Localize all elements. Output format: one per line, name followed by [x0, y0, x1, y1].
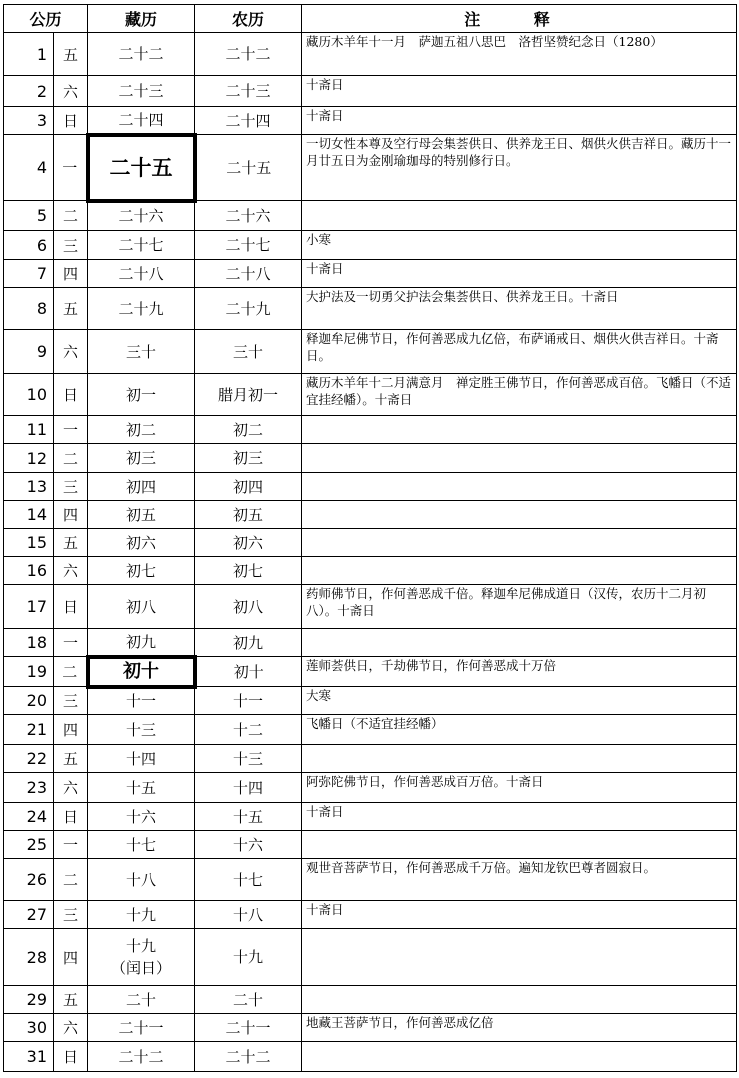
tibetan-date-cell: 二十五 [88, 135, 195, 201]
table-row [4, 901, 737, 929]
note-cell: 释迦牟尼佛节日，作何善恶成九亿倍，布萨诵戒日、烟供火供吉祥日。十斋日。 [302, 330, 737, 374]
weekday-cell: 六 [54, 76, 88, 107]
tibetan-date-cell: 二十六 [88, 201, 195, 231]
table-row [4, 745, 737, 773]
note-cell: 地藏王菩萨节日，作何善恶成亿倍 [302, 1014, 737, 1042]
lunar-date-cell: 初八 [195, 585, 302, 629]
weekday-cell: 五 [54, 33, 88, 76]
day-cell: 11 [4, 416, 54, 444]
weekday-cell: 三 [54, 901, 88, 929]
weekday-cell: 一 [54, 135, 88, 201]
header-lunar: 农历 [195, 5, 302, 33]
note-cell: 飞幡日（不适宜挂经幡） [302, 715, 737, 745]
note-cell: 大护法及一切勇父护法会集荟供日、供养龙王日。十斋日 [302, 288, 737, 330]
weekday-cell: 日 [54, 585, 88, 629]
day-cell: 10 [4, 374, 54, 416]
table-row [4, 231, 737, 260]
table-row [4, 585, 737, 629]
header-notes: 注 释 [302, 5, 737, 33]
lunar-date-cell: 十二 [195, 715, 302, 745]
table-row [4, 444, 737, 473]
weekday-cell: 四 [54, 715, 88, 745]
day-cell: 23 [4, 773, 54, 803]
table-row [4, 986, 737, 1014]
table-row [4, 1042, 737, 1072]
lunar-date-cell: 十一 [195, 687, 302, 715]
day-cell: 6 [4, 231, 54, 260]
lunar-date-cell: 十七 [195, 859, 302, 901]
weekday-cell: 一 [54, 416, 88, 444]
table-row [4, 831, 737, 859]
weekday-cell: 六 [54, 773, 88, 803]
note-cell [302, 831, 737, 859]
lunar-date-cell: 十八 [195, 901, 302, 929]
day-cell: 3 [4, 107, 54, 135]
weekday-cell: 五 [54, 529, 88, 557]
day-cell: 7 [4, 260, 54, 288]
tibetan-date-cell: 十四 [88, 745, 195, 773]
lunar-date-cell: 三十 [195, 330, 302, 374]
tibetan-date-cell: 二十二 [88, 1042, 195, 1072]
tibetan-date-cell: 十六 [88, 803, 195, 831]
table-row [4, 629, 737, 657]
lunar-date-cell: 二十二 [195, 33, 302, 76]
day-cell: 4 [4, 135, 54, 201]
day-cell: 24 [4, 803, 54, 831]
tibetan-date-cell: 二十四 [88, 107, 195, 135]
note-cell [302, 1042, 737, 1072]
tibetan-date-cell: 二十一 [88, 1014, 195, 1042]
tibetan-date-cell: 二十九 [88, 288, 195, 330]
header-tibetan: 藏历 [88, 5, 195, 33]
day-cell: 1 [4, 33, 54, 76]
day-cell: 31 [4, 1042, 54, 1072]
lunar-date-cell: 腊月初一 [195, 374, 302, 416]
lunar-date-cell: 二十三 [195, 76, 302, 107]
tibetan-date-cell: 初三 [88, 444, 195, 473]
lunar-date-cell: 二十一 [195, 1014, 302, 1042]
day-cell: 28 [4, 929, 54, 986]
table-row [4, 473, 737, 501]
note-cell [302, 444, 737, 473]
table-row [4, 374, 737, 416]
note-cell [302, 201, 737, 231]
note-cell: 十斋日 [302, 803, 737, 831]
calendar-table [3, 4, 737, 1072]
day-cell: 19 [4, 657, 54, 687]
day-cell: 27 [4, 901, 54, 929]
lunar-date-cell: 二十六 [195, 201, 302, 231]
tibetan-date-cell: 初四 [88, 473, 195, 501]
day-cell: 13 [4, 473, 54, 501]
day-cell: 25 [4, 831, 54, 859]
day-cell: 26 [4, 859, 54, 901]
table-row [4, 929, 737, 986]
weekday-cell: 二 [54, 444, 88, 473]
day-cell: 12 [4, 444, 54, 473]
table-row [4, 859, 737, 901]
weekday-cell: 日 [54, 107, 88, 135]
table-row [4, 773, 737, 803]
day-cell: 18 [4, 629, 54, 657]
day-cell: 16 [4, 557, 54, 585]
note-cell: 一切女性本尊及空行母会集荟供日、供养龙王日、烟供火供吉祥日。藏历十一月廿五日为金刚瑜珈母的特别修行日。 [302, 135, 737, 201]
weekday-cell: 二 [54, 201, 88, 231]
note-cell: 藏历木羊年十一月 萨迦五祖八思巴 洛哲坚赞纪念日（1280） [302, 33, 737, 76]
note-cell: 观世音菩萨节日，作何善恶成千万倍。遍知龙钦巴尊者圆寂日。 [302, 859, 737, 901]
day-cell: 20 [4, 687, 54, 715]
note-cell: 药师佛节日，作何善恶成千倍。释迦牟尼佛成道日（汉传，农历十二月初八）。十斋日 [302, 585, 737, 629]
weekday-cell: 三 [54, 473, 88, 501]
lunar-date-cell: 二十四 [195, 107, 302, 135]
table-row [4, 529, 737, 557]
table-row [4, 803, 737, 831]
note-cell: 十斋日 [302, 260, 737, 288]
tibetan-date-cell: 十九 （闰日） [88, 929, 195, 986]
note-cell [302, 416, 737, 444]
note-cell: 阿弥陀佛节日，作何善恶成百万倍。十斋日 [302, 773, 737, 803]
day-cell: 2 [4, 76, 54, 107]
note-cell [302, 929, 737, 986]
weekday-cell: 日 [54, 1042, 88, 1072]
day-cell: 5 [4, 201, 54, 231]
lunar-date-cell: 二十九 [195, 288, 302, 330]
note-cell: 十斋日 [302, 76, 737, 107]
day-cell: 17 [4, 585, 54, 629]
day-cell: 30 [4, 1014, 54, 1042]
table-row [4, 1014, 737, 1042]
tibetan-date-cell: 初七 [88, 557, 195, 585]
day-cell: 14 [4, 501, 54, 529]
lunar-date-cell: 二十二 [195, 1042, 302, 1072]
weekday-cell: 六 [54, 1014, 88, 1042]
lunar-date-cell: 二十八 [195, 260, 302, 288]
lunar-date-cell: 初十 [195, 657, 302, 687]
note-cell: 小寒 [302, 231, 737, 260]
note-cell [302, 557, 737, 585]
lunar-date-cell: 十六 [195, 831, 302, 859]
note-cell: 大寒 [302, 687, 737, 715]
note-cell [302, 501, 737, 529]
tibetan-date-cell: 初五 [88, 501, 195, 529]
lunar-date-cell: 十三 [195, 745, 302, 773]
weekday-cell: 一 [54, 831, 88, 859]
weekday-cell: 六 [54, 557, 88, 585]
tibetan-date-cell: 二十八 [88, 260, 195, 288]
note-cell: 莲师荟供日，千劫佛节日，作何善恶成十万倍 [302, 657, 737, 687]
tibetan-date-cell: 初二 [88, 416, 195, 444]
note-cell: 十斋日 [302, 107, 737, 135]
day-cell: 21 [4, 715, 54, 745]
note-cell [302, 745, 737, 773]
header-gregorian: 公历 [4, 5, 88, 33]
table-row [4, 330, 737, 374]
tibetan-date-cell: 十三 [88, 715, 195, 745]
lunar-date-cell: 二十五 [195, 135, 302, 201]
note-cell: 十斋日 [302, 901, 737, 929]
lunar-date-cell: 初九 [195, 629, 302, 657]
note-cell [302, 529, 737, 557]
weekday-cell: 二 [54, 657, 88, 687]
day-cell: 15 [4, 529, 54, 557]
weekday-cell: 日 [54, 803, 88, 831]
lunar-date-cell: 初三 [195, 444, 302, 473]
note-cell [302, 986, 737, 1014]
tibetan-date-cell: 三十 [88, 330, 195, 374]
day-cell: 22 [4, 745, 54, 773]
table-row [4, 416, 737, 444]
tibetan-date-cell: 初六 [88, 529, 195, 557]
table-row [4, 107, 737, 135]
lunar-date-cell: 十九 [195, 929, 302, 986]
table-row [4, 33, 737, 76]
table-row [4, 76, 737, 107]
lunar-date-cell: 初七 [195, 557, 302, 585]
tibetan-date-cell: 十九 [88, 901, 195, 929]
weekday-cell: 四 [54, 260, 88, 288]
weekday-cell: 四 [54, 501, 88, 529]
tibetan-date-cell: 十七 [88, 831, 195, 859]
lunar-date-cell: 初六 [195, 529, 302, 557]
weekday-cell: 二 [54, 859, 88, 901]
tibetan-date-cell: 十八 [88, 859, 195, 901]
weekday-cell: 三 [54, 231, 88, 260]
note-cell [302, 629, 737, 657]
weekday-cell: 三 [54, 687, 88, 715]
day-cell: 8 [4, 288, 54, 330]
table-row [4, 288, 737, 330]
tibetan-date-cell: 二十 [88, 986, 195, 1014]
tibetan-date-cell: 初九 [88, 629, 195, 657]
day-cell: 9 [4, 330, 54, 374]
lunar-date-cell: 二十七 [195, 231, 302, 260]
table-row [4, 260, 737, 288]
weekday-cell: 五 [54, 986, 88, 1014]
tibetan-date-cell: 二十二 [88, 33, 195, 76]
tibetan-date-cell: 二十三 [88, 76, 195, 107]
tibetan-date-cell: 二十七 [88, 231, 195, 260]
lunar-date-cell: 十五 [195, 803, 302, 831]
weekday-cell: 五 [54, 745, 88, 773]
note-cell [302, 473, 737, 501]
lunar-date-cell: 初二 [195, 416, 302, 444]
table-row [4, 201, 737, 231]
weekday-cell: 四 [54, 929, 88, 986]
table-row [4, 501, 737, 529]
tibetan-date-cell: 初十 [88, 657, 195, 687]
tibetan-date-cell: 初八 [88, 585, 195, 629]
lunar-date-cell: 十四 [195, 773, 302, 803]
note-cell: 藏历木羊年十二月满意月 禅定胜王佛节日，作何善恶成百倍。飞幡日（不适宜挂经幡）。十斋日 [302, 374, 737, 416]
day-cell: 29 [4, 986, 54, 1014]
table-row [4, 557, 737, 585]
weekday-cell: 日 [54, 374, 88, 416]
table-row [4, 135, 737, 201]
weekday-cell: 一 [54, 629, 88, 657]
table-row [4, 715, 737, 745]
tibetan-date-cell: 初一 [88, 374, 195, 416]
lunar-date-cell: 初四 [195, 473, 302, 501]
table-row [4, 687, 737, 715]
table-row [4, 657, 737, 687]
header-row [4, 5, 737, 33]
weekday-cell: 六 [54, 330, 88, 374]
lunar-date-cell: 二十 [195, 986, 302, 1014]
lunar-date-cell: 初五 [195, 501, 302, 529]
weekday-cell: 五 [54, 288, 88, 330]
tibetan-date-cell: 十一 [88, 687, 195, 715]
tibetan-date-cell: 十五 [88, 773, 195, 803]
